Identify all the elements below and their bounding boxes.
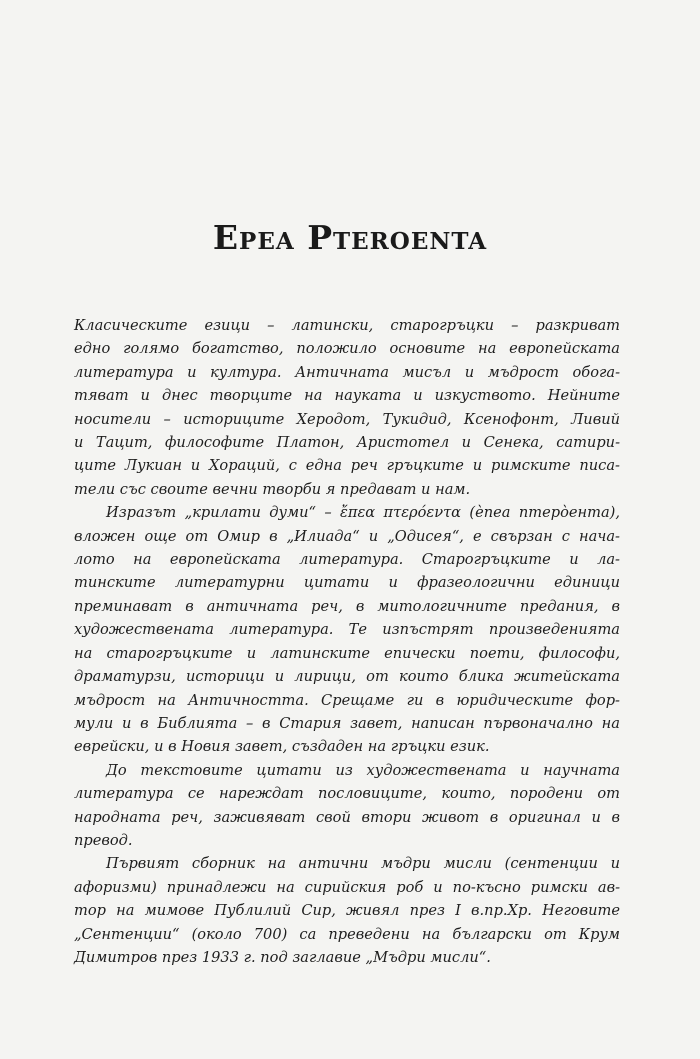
text-line: тор на мимове Публилий Сир, живял през I в.пр.Хр. Неговите	[74, 902, 620, 920]
text-line: тяват и днес творците на науката и изкуството. Нейните	[74, 387, 620, 405]
body-text	[74, 314, 620, 969]
text-line: носители – историците Херодот, Тукидид, Ксенофонт, Ливий	[74, 410, 620, 428]
text-line: драматурзи, историци и лирици, от които блика житейската	[74, 668, 620, 686]
paragraph	[74, 501, 620, 758]
text-line: тинските литературни цитати и фразеологични единици	[74, 574, 620, 592]
page-title: Epea Pteroenta	[212, 218, 488, 257]
text-line: вложен още от Омир в „Илиада“ и „Одисея“, е свързан с нача-	[74, 527, 620, 545]
text-line: До текстовите цитати из художествената и научната	[106, 761, 620, 779]
text-line: литература се нареждат пословиците, които, породени от	[74, 785, 620, 803]
text-line: Изразът „крилати думи“ – ἔπεα πτερόεντα (èпеа птерòента),	[106, 504, 620, 522]
text-line: превод.	[74, 831, 133, 849]
text-line: и Тацит, философите Платон, Аристотел и Сенека, сатири-	[74, 434, 620, 452]
paragraph	[74, 314, 620, 501]
text-line: литература и култура. Античната мисъл и мъдрост обога-	[74, 363, 620, 381]
text-line: Димитров през 1933 г. под заглавие „Мъдри мисли“.	[74, 948, 491, 966]
text-line: еврейски, и в Новия завет, създаден на гръцки език.	[74, 738, 490, 756]
text-line: народната реч, заживяват свой втори живот в оригинал и в	[74, 808, 620, 826]
text-line: лото на европейската литература. Старогръцките и ла-	[74, 551, 620, 569]
text-line: афоризми) принадлежи на сирийския роб и по-късно римски ав-	[74, 878, 620, 896]
text-line: „Сентенции“ (около 700) са преведени на български от Крум	[74, 925, 620, 943]
paragraph	[74, 759, 620, 853]
text-line: на старогръцките и латинските епически поети, философи,	[74, 644, 620, 662]
text-line: тели със своите вечни творби я предават и нам.	[74, 480, 471, 498]
text-line: художествената литература. Те изпъстрят произведенията	[74, 621, 620, 639]
text-line: преминават в античната реч, в митологичните предания, в	[74, 597, 620, 615]
text-line: ците Лукиан и Хораций, с една реч гръцките и римските писа-	[74, 457, 620, 475]
paragraph	[74, 852, 620, 969]
text-line: едно голямо богатство, положило основите на европейската	[74, 340, 620, 358]
text-line: Класическите езици – латински, старогръцки – разкриват	[74, 317, 620, 334]
text-line: мъдрост на Античността. Срещаме ги в юридическите фор-	[74, 691, 620, 709]
text-line: Първият сборник на антични мъдри мисли (сентенции и	[106, 855, 620, 873]
text-line: мули и в Библията – в Стария завет, написан първоначално на	[74, 714, 620, 732]
